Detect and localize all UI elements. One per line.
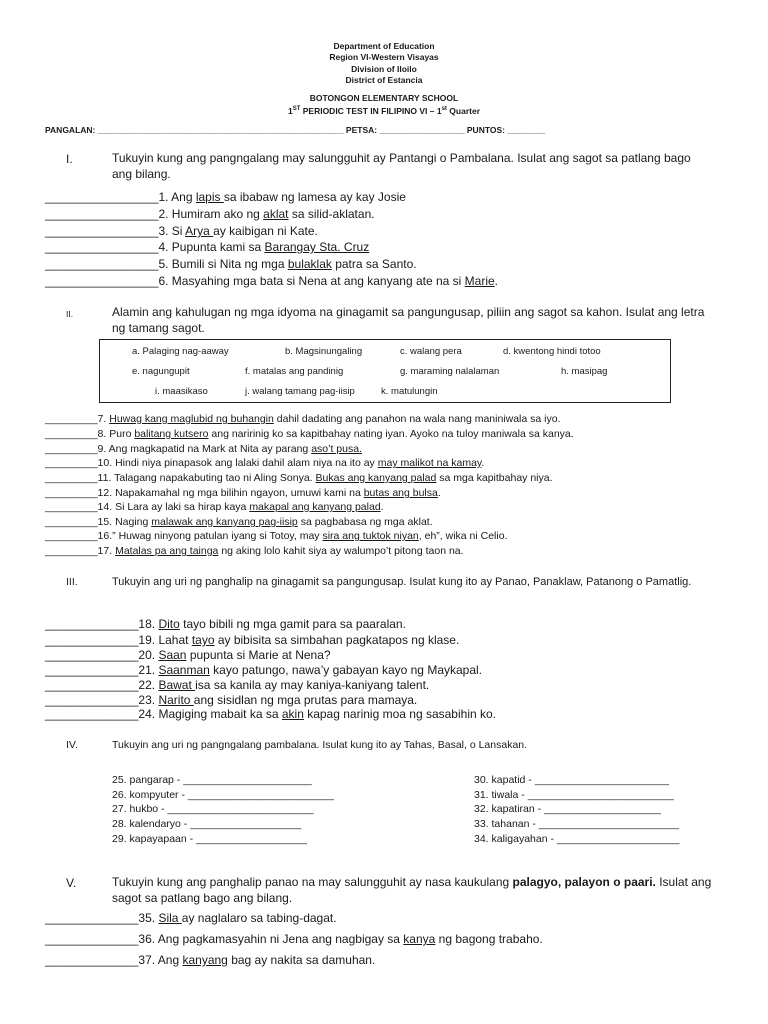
choice-option: h. masipag: [561, 366, 608, 377]
section-number: V.: [66, 876, 77, 890]
header-line: Division of Iloilo: [351, 64, 417, 74]
section-instruction: Tukuyin ang uri ng panghalip na ginagamit sa pangungusap. Isulat kung ito ay Panao, Panaklaw, Patanong o Pamatlig.: [112, 576, 692, 588]
test-item: _________9. Ang magkapatid na Mark at Nita ay parang aso’t pusa.: [45, 443, 362, 455]
section-number: II.: [66, 309, 74, 319]
test-item: 25. pangarap - ______________________: [112, 774, 312, 786]
student-info-form[interactable]: PANGALAN: ____________________________________________________ PETSA: __________________ PUNTOS: ________: [45, 125, 546, 135]
test-item: ______________37. Ang kanyang bag ay nakita sa damuhan.: [45, 953, 376, 967]
test-item: ______________18. Dito tayo bibili ng mga gamit para sa paaralan.: [45, 617, 406, 631]
test-item: ______________35. Sila ay naglalaro sa tabing-dagat.: [45, 911, 337, 925]
test-item: _________________2. Humiram ako ng aklat sa silid-aklatan.: [45, 207, 375, 221]
choice-option: j. walang tamang pag-iisip: [245, 386, 355, 397]
test-item: _________10. Hindi niya pinapasok ang lalaki dahil alam niya na ito ay may malikot na kamay.: [45, 457, 485, 469]
choice-option: i. maasikaso: [155, 386, 208, 397]
section-number: III.: [66, 576, 78, 588]
test-item: _________15. Naging malawak ang kanyang pag-iisip sa pagbabasa ng mga aklat.: [45, 516, 433, 528]
choice-option: c. walang pera: [400, 346, 462, 357]
header-line: District of Estancia: [345, 75, 423, 85]
test-item: 27. hukbo - _________________________: [112, 803, 314, 815]
test-item: 29. kapayapaan - ___________________: [112, 833, 308, 845]
section-instruction: Tukuyin ang uri ng pangngalang pambalana. Isulat kung ito ay Tahas, Basal, o Lansakan.: [112, 739, 528, 751]
choice-option: d. kwentong hindi totoo: [503, 346, 601, 357]
header-line: Department of Education: [333, 41, 435, 51]
test-item: _________7. Huwag kang maglubid ng buhangin dahil dadating ang panahon na wala nang maniniwala sa iyo.: [45, 413, 561, 425]
test-item: ______________23. Narito ang sisidlan ng mga prutas para mamaya.: [45, 693, 418, 707]
test-item: 31. tiwala - _________________________: [474, 789, 674, 801]
test-item: 30. kapatid - _______________________: [474, 774, 670, 786]
test-item: ______________24. Magiging mabait ka sa akin kapag narinig moa ng sasabihin ko.: [45, 707, 496, 721]
test-item: ______________36. Ang pagkamasyahin ni Jena ang nagbigay sa kanya ng bagong trabaho.: [45, 932, 543, 946]
test-item: _________14. Si Lara ay laki sa hirap kaya makapal ang kanyang palad.: [45, 501, 384, 513]
test-item: _________17. Matalas pa ang tainga ng aking lolo kahit siya ay walumpo’t pitong taon na.: [45, 545, 464, 557]
test-item: ______________20. Saan pupunta si Marie at Nena?: [45, 648, 331, 662]
school-name: BOTONGON ELEMENTARY SCHOOL: [309, 93, 459, 103]
test-item: ______________21. Saanman kayo patungo, nawa’y gabayan kayo ng Maykapal.: [45, 663, 483, 677]
choice-option: k. matulungin: [381, 386, 438, 397]
test-item: _________12. Napakamahal ng mga bilihin ngayon, umuwi kami na butas ang bulsa.: [45, 487, 441, 499]
test-item: 33. tahanan - ________________________: [474, 818, 679, 830]
test-item: ______________19. Lahat tayo ay bibisita sa simbahan pagkatapos ng klase.: [45, 633, 460, 647]
test-item: _________________1. Ang lapis sa ibabaw ng lamesa ay kay Josie: [45, 190, 406, 204]
section-instruction: Alamin ang kahulugan ng mga idyoma na ginagamit sa pangungusap, piliin ang sagot sa kahon. Isulat ang letra ng tamang sagot.: [112, 305, 705, 335]
test-item: _________________5. Bumili si Nita ng mga bulaklak patra sa Santo.: [45, 257, 417, 271]
test-item: _________11. Talagang napakabuting tao ni Aling Sonya. Bukas ang kanyang palad sa mga kapitbahay niya.: [45, 472, 553, 484]
header-line: Region VI-Western Visayas: [329, 52, 439, 62]
section-number: I.: [66, 152, 73, 166]
test-item: _________16.” Huwag ninyong patulan iyang si Totoy, may sira ang tuktok niyan, eh”, wika ni Celio.: [45, 530, 508, 542]
test-item: _________________3. Si Arya ay kaibigan ni Kate.: [45, 224, 318, 238]
choices-box: [99, 339, 671, 403]
test-item: _________8. Puro balitang kutsero ang naririnig ko sa kapitbahay nating iyan. Ayoko na tuloy maniwala sa kanya.: [45, 428, 574, 440]
choice-option: b. Magsinungaling: [285, 346, 363, 357]
choice-option: f. matalas ang pandinig: [245, 366, 344, 377]
choice-option: e. nagungupit: [132, 366, 190, 377]
test-item: 28. kalendaryo - ___________________: [112, 818, 302, 830]
section-number: IV.: [66, 739, 78, 751]
test-item: _________________4. Pupunta kami sa Barangay Sta. Cruz: [45, 240, 370, 254]
choice-option: g. maraming nalalaman: [400, 366, 500, 377]
choice-option: a. Palaging nag-aaway: [132, 346, 229, 357]
test-item: 32. kapatiran - ____________________: [474, 803, 661, 815]
section-instruction: Tukuyin kung ang pangngalang may salungguhit ay Pantangi o Pambalana. Isulat ang sagot sa patlang bago ang bilang.: [112, 151, 691, 181]
test-item: 26. kompyuter - _________________________: [112, 789, 334, 801]
test-title: 1ST PERIODIC TEST IN FILIPINO VI – 1st Quarter: [287, 105, 481, 116]
test-item: ______________22. Bawat isa sa kanila ay may kaniya-kaniyang talent.: [45, 678, 430, 692]
test-item: _________________6. Masyahing mga bata si Nena at ang kanyang ate na si Marie.: [45, 274, 499, 288]
section-instruction: Tukuyin kung ang panghalip panao na may salungguhit ay nasa kaukulang palagyo, palayon o paari. Isulat ang sagot sa patlang bago ang bilang.: [112, 875, 712, 905]
test-item: 34. kaligayahan - _____________________: [474, 833, 680, 845]
